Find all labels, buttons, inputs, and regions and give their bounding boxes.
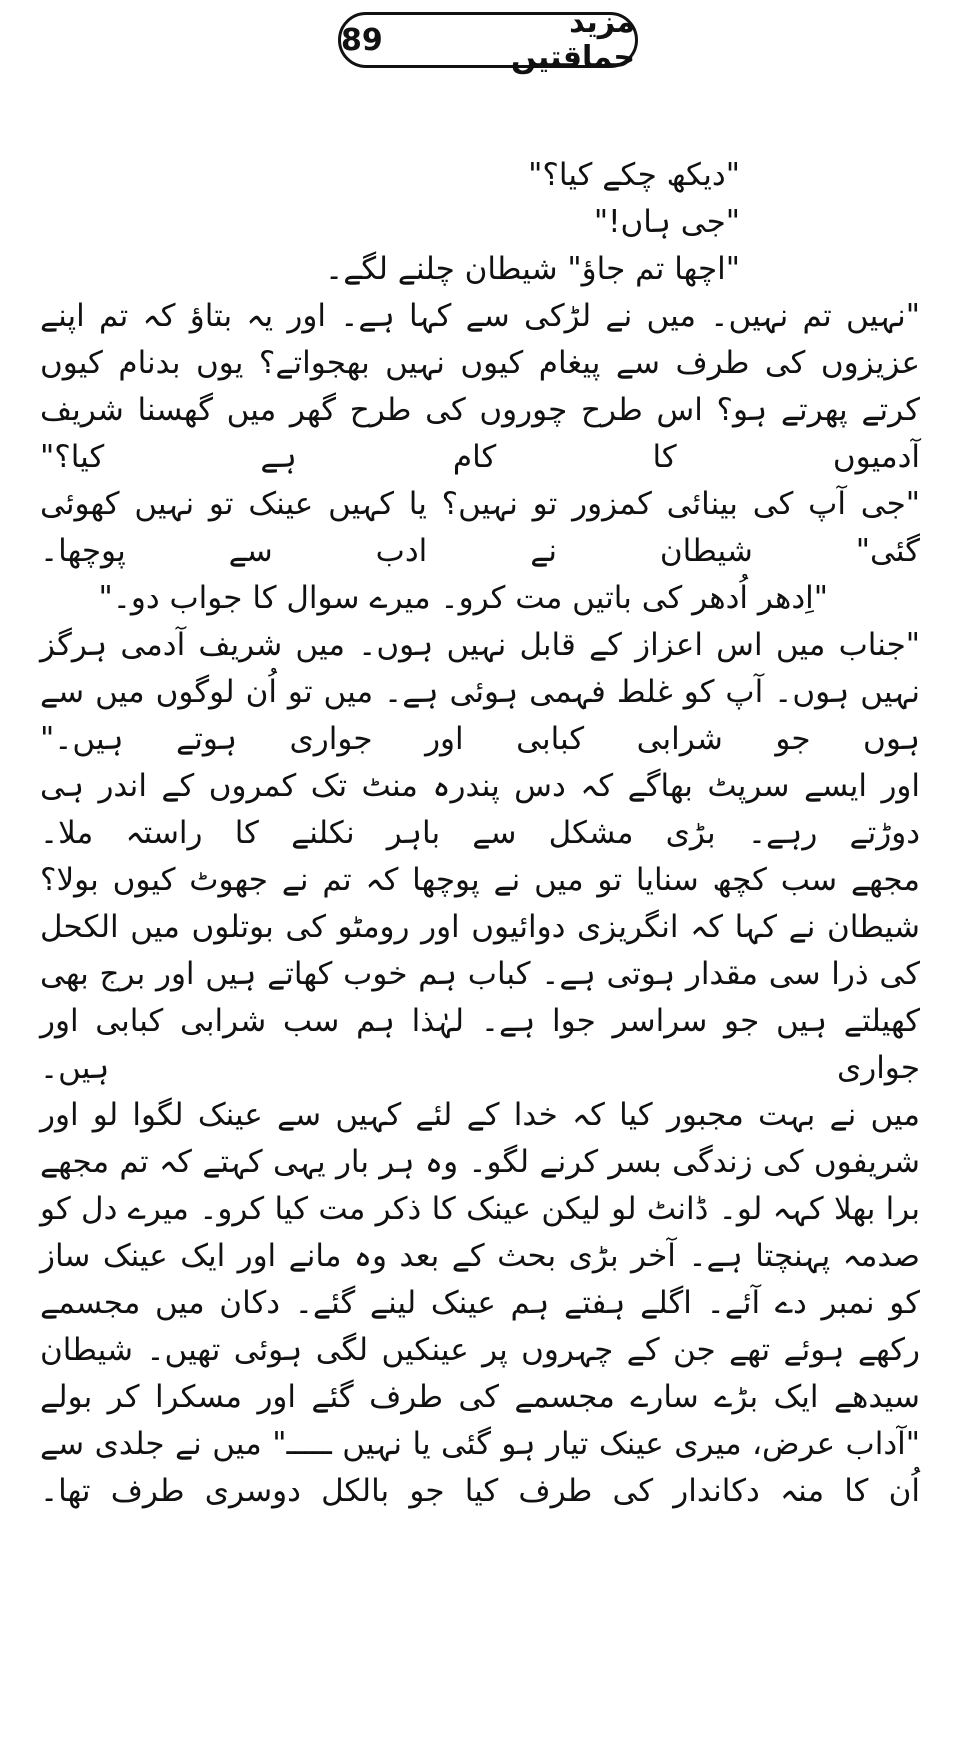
- paragraph: مجھے سب کچھ سنایا تو میں نے پوچھا کہ تم نے جھوٹ کیوں بولا؟ شیطان نے کہا کہ انگریزی دوائیوں اور رومٹو کی بوتلوں میں الکحل کی ذرا سی مقدار ہوتی ہے۔ کباب ہم خوب کھاتے ہیں اور برج بھی کھیلتے ہیں جو سراسر جوا ہے۔ لہٰذا ہم سب شرابی کبابی اور جواری ہیں۔: [40, 862, 920, 1086]
- body-text: [40, 152, 920, 1515]
- paragraph: میں نے بہت مجبور کیا کہ خدا کے لئے کہیں سے عینک لگوا لو اور شریفوں کی زندگی بسر کرنے لگو۔ وہ ہر بار یہی کہتے کہ تم مجھے برا بھلا کہہ لو۔ ڈانٹ لو لیکن عینک کا ذکر مت کیا کرو۔ میرے دل کو صدمہ پہنچتا ہے۔ آخر بڑی بحث کے بعد وہ مانے اور ایک عینک ساز کو نمبر دے آئے۔ اگلے ہفتے ہم عینک لینے گئے۔ دکان میں مجسمے رکھے ہوئے تھے جن کے چہروں پر عینکیں لگی ہوئی تھیں۔ شیطان سیدھے ایک بڑے سارے مجسمے کی طرف گئے اور مسکرا کر بولے "آداب عرض، میری عینک تیار ہو گئی یا نہیں ـــــ" میں نے جلدی سے اُن کا منہ دکاندار کی طرف کیا جو بالکل دوسری طرف تھا۔: [40, 1097, 920, 1509]
- dialogue-line: "دیکھ چکے کیا؟": [528, 157, 740, 193]
- page-header: [338, 5, 638, 75]
- chapter-title: مزید حماقتیں: [510, 5, 635, 75]
- paragraph: اور ایسے سرپٹ بھاگے کہ دس پندرہ منٹ تک کمروں کے اندر ہی دوڑتے رہے۔ بڑی مشکل سے باہر نکلنے کا راستہ ملا۔: [40, 768, 920, 851]
- dialogue-line: "اِدھر اُدھر کی باتیں مت کرو۔ میرے سوال کا جواب دو۔": [98, 580, 828, 616]
- paragraph: "جناب میں اس اعزاز کے قابل نہیں ہوں۔ میں شریف آدمی ہرگز نہیں ہوں۔ آپ کو غلط فہمی ہوئی ہے۔ میں تو اُن لوگوں میں سے ہوں جو شرابی کبابی اور جواری ہوتے ہیں۔": [40, 627, 920, 757]
- dialogue-line: "اچھا تم جاؤ" شیطان چلنے لگے۔: [325, 251, 740, 287]
- dialogue-line: "جی ہاں!": [593, 204, 740, 240]
- page-number: 89: [341, 22, 383, 58]
- paragraph: "جی آپ کی بینائی کمزور تو نہیں؟ یا کہیں عینک تو نہیں کھوئی گئی" شیطان نے ادب سے پوچھا۔: [40, 486, 920, 569]
- paragraph: "نہیں تم نہیں۔ میں نے لڑکی سے کہا ہے۔ اور یہ بتاؤ کہ تم اپنے عزیزوں کی طرف سے پیغام کیوں نہیں بھجواتے؟ یوں بدنام کیوں کرتے پھرتے ہو؟ اس طرح چوروں کی طرح گھر میں گھسنا شریف آدمیوں کا کام ہے کیا؟": [40, 298, 920, 475]
